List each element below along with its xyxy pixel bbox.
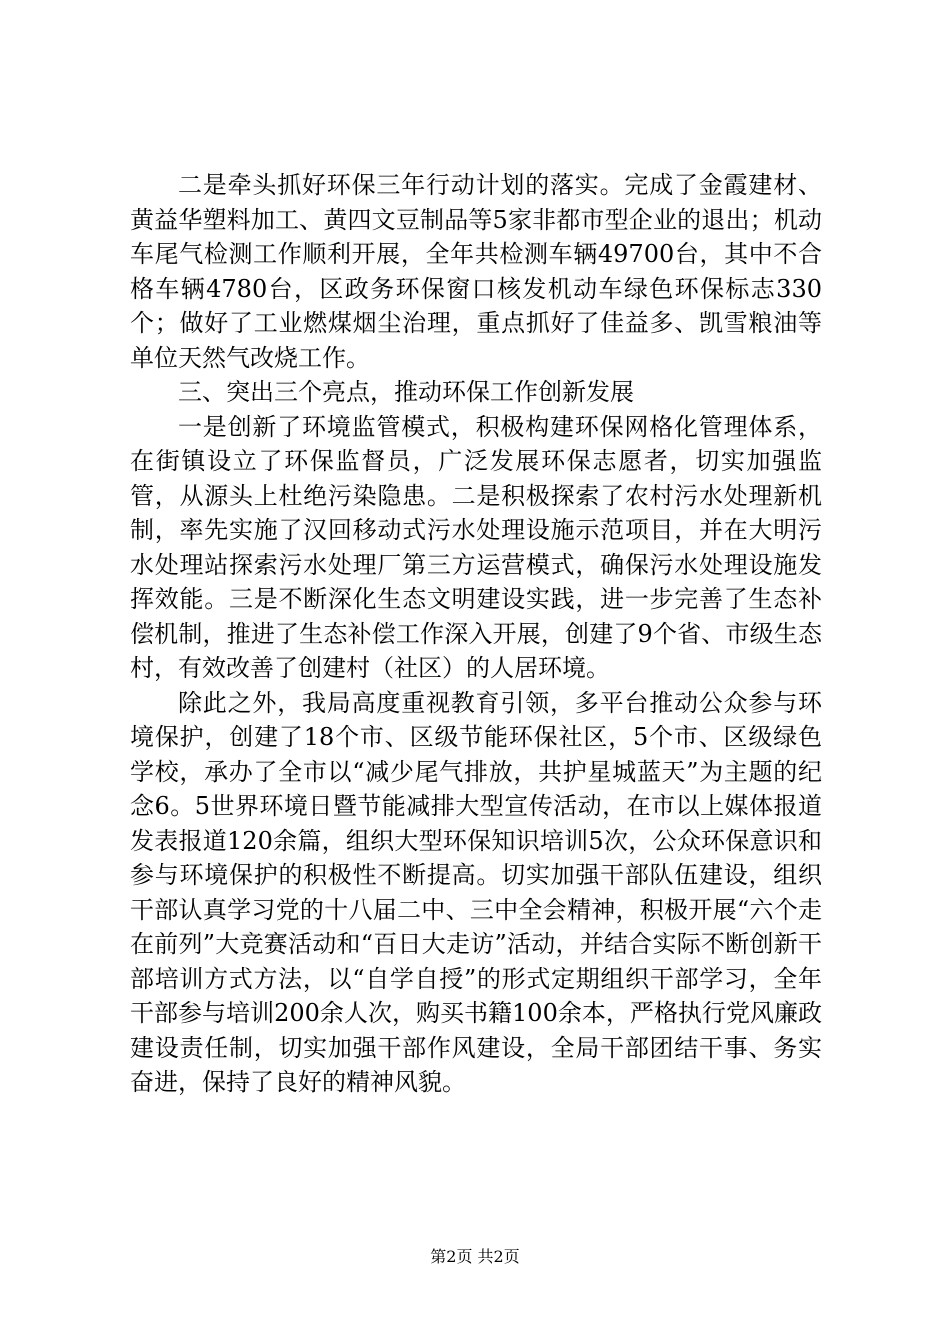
paragraph-environmental-action-plan: 二是牵头抓好环保三年行动计划的落实。完成了金霞建材、黄益华塑料加工、黄四文豆制品等5家非都市型企业的退出；机动车尾气检测工作顺利开展，全年共检测车辆49700台，其中不合格车辆4780台，区政务环保窗口核发机动车绿色环保标志330个；做好了工业燃煤烟尘治理，重点抓好了佳益多、凯雪粮油等单位天然气改烧工作。 xyxy=(130,171,822,372)
paragraph-education-and-cadre-building: 除此之外，我局高度重视教育引领，多平台推动公众参与环境保护，创建了18个市、区级节能环保社区，5个市、区级绿色学校，承办了全市以“减少尾气排放，共护星城蓝天”为主题的纪念6。5世界环境日暨节能减排大型宣传活动，在市以上媒体报道发表报道120余篇，组织大型环保知识培训5次，公众环保意识和参与环境保护的积极性不断提高。切实加强干部队伍建设，组织干部认真学习党的十八届二中、三中全会精神，积极开展“六个走在前列”大竞赛活动和“百日大走访”活动，并结合实际不断创新干部培训方式方法，以“自学自授”的形式定期组织干部学习，全年干部参与培训200余人次，购买书籍100余本，严格执行党风廉政建设责任制，切实加强干部作风建设，全局干部团结干事、务实奋进，保持了良好的精神风貌。 xyxy=(130,688,822,1096)
section-heading-three-highlights: 三、突出三个亮点，推动环保工作创新发展 xyxy=(178,378,634,406)
document-body xyxy=(130,168,822,1100)
page-footer: 第2页 共2页 xyxy=(430,1247,520,1266)
paragraph-innovation-highlights: 一是创新了环境监管模式，积极构建环保网格化管理体系，在街镇设立了环保监督员，广泛发展环保志愿者，切实加强监管，从源头上杜绝污染隐患。二是积极探索了农村污水处理新机制，率先实施了汉回移动式污水处理设施示范项目，并在大明污水处理站探索污水处理厂第三方运营模式，确保污水处理设施发挥效能。三是不断深化生态文明建设实践，进一步完善了生态补偿机制，推进了生态补偿工作深入开展，创建了9个省、市级生态村，有效改善了创建村（社区）的人居环境。 xyxy=(130,412,822,682)
